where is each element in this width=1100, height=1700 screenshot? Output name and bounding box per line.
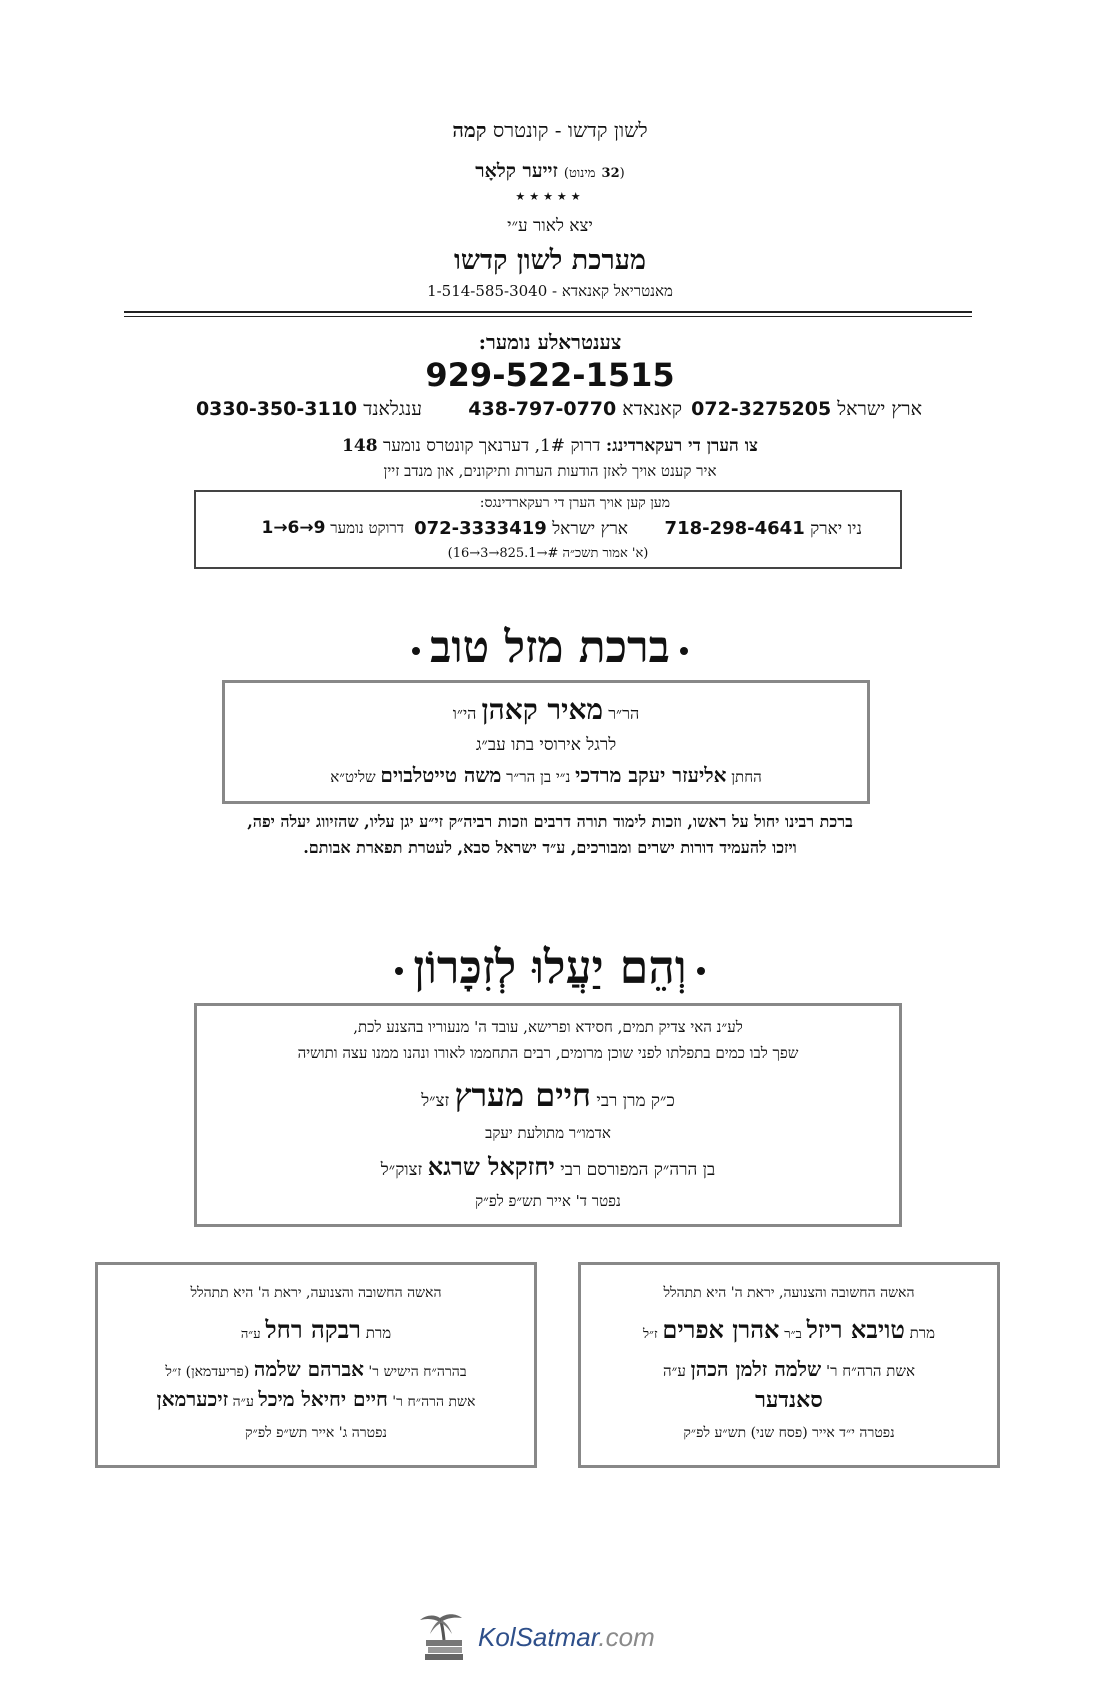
mazal-tov-box bbox=[222, 680, 870, 804]
bullet-icon bbox=[680, 647, 688, 655]
il-number[interactable]: ארץ ישראל 072-3333419 bbox=[414, 518, 628, 539]
right-line1: האשה החשובה והצנועה, יראת ה' היא תתהלל bbox=[663, 1285, 915, 1301]
mazal-line1: הר״ר מאיר קאהן הי״ו bbox=[452, 693, 640, 726]
left-name: מרת רבקה רחל ע״ה bbox=[240, 1315, 392, 1344]
central-number[interactable]: 929-522-1515 bbox=[425, 356, 675, 394]
series-prefix: לשון קדשו - קונטרס bbox=[492, 118, 648, 142]
mazal-line3: החתן אליעזר יעקב מרדכי נ״י בן הר״ר משה טייטלבוים שליט״א bbox=[330, 763, 762, 787]
blessing-line2: ויזכו להעמיד דורות ישרים ומבורכים, ע״ד ישראל סבא, לעטרת תפארת אבותם. bbox=[303, 838, 797, 857]
country-israel[interactable]: ארץ ישראל 072-3275205 bbox=[691, 398, 922, 420]
right-wife: אשת הרה״ח ר' שלמה זלמן הכהן ע״ה bbox=[663, 1357, 915, 1381]
stars-divider: ★★★★★ bbox=[515, 190, 585, 203]
memorial-left-box bbox=[95, 1262, 537, 1468]
left-daughter: בהרה״ח הישיש ר' אברהם שלמה (פריעדמאן) ז״ל bbox=[165, 1357, 467, 1381]
ny-number[interactable]: ניו יארק 718-298-4641 bbox=[664, 518, 862, 539]
mazal-line2: לרגל אירוסי בתו עב״ג bbox=[475, 735, 617, 755]
published-by: יצא לאור ע״י bbox=[507, 216, 593, 236]
press-sequence: דרוקט נומער 1→6→9 bbox=[261, 518, 404, 538]
recordings-box bbox=[194, 490, 902, 569]
left-line1: האשה החשובה והצנועה, יראת ה' היא תתהלל bbox=[190, 1285, 442, 1301]
duration-minutes: 32 bbox=[601, 166, 620, 181]
memorial-main-name: כ״ק מרן רבי חיים מערץ זצ״ל bbox=[421, 1076, 675, 1114]
memorial-title: וְהֵם יַעֲלוּ לְזִכָּרוֹן bbox=[0, 940, 1100, 994]
recordings-note: (א' אמור תשכ״ה #→825.1→3→16) bbox=[447, 546, 649, 561]
comments-line: איר קענט אויך לאזן הודעות הערות ותיקונים, און מנדב זיין bbox=[383, 462, 717, 480]
kolsatmar-logo[interactable] bbox=[416, 1610, 696, 1666]
bullet-icon bbox=[395, 967, 403, 975]
header-rule-top bbox=[124, 311, 972, 313]
memorial-main-line1: לע״נ האי צדיק תמים, חסידא ופרישא, עובד ה' מנעוריו בהצנע לכת, bbox=[353, 1018, 743, 1036]
series-name: קמה bbox=[452, 118, 487, 142]
right-date: נפטרה י״ד אייר (פסח שני) תש״ע לפ״ק bbox=[683, 1425, 895, 1441]
memorial-main-box bbox=[194, 1003, 902, 1227]
right-surname: סאנדער bbox=[755, 1387, 823, 1413]
memorial-right-box bbox=[578, 1262, 1000, 1468]
country-canada[interactable]: קאנאדא 438-797-0770 bbox=[468, 398, 682, 420]
memorial-main-line2: שפך לבו כמים בתפלתו לפני שוכן מרומים, רבים התחממו לאורו ונהנו ממנו עצה ותושיה bbox=[297, 1044, 799, 1062]
country-numbers bbox=[0, 398, 1100, 428]
bullet-icon bbox=[412, 647, 420, 655]
org-name: מערכת לשון קדשו bbox=[453, 245, 646, 276]
memorial-main-date: נפטר ד' אייר תש״פ לפ״ק bbox=[475, 1192, 621, 1210]
author-line: (32 מינוט) זייער קלאָר bbox=[475, 160, 625, 182]
central-label: צענטראלע נומער: bbox=[478, 330, 622, 354]
left-date: נפטרה ג' אייר תש״פ לפ״ק bbox=[245, 1425, 387, 1441]
memorial-main-title: אדמו״ר מתולעת יעקב bbox=[485, 1124, 611, 1142]
org-phone: 1-514-585-3040 bbox=[427, 282, 548, 300]
memorial-main-father: בן הרה״ק המפורסם רבי יחזקאל שרגא זצוק״ל bbox=[380, 1152, 716, 1181]
left-wife: אשת הרה״ח ר' חיים יחיאל מיכל ע״ה זיכערמאן bbox=[156, 1387, 476, 1411]
bullet-icon bbox=[697, 967, 705, 975]
logo-text: KolSatmar.com bbox=[478, 1622, 655, 1652]
header-rule-bottom bbox=[124, 316, 972, 317]
series-line bbox=[0, 118, 1100, 143]
country-england[interactable]: ענגלאנד 0330-350-3110 bbox=[195, 398, 422, 420]
palm-tree-books-icon bbox=[416, 1610, 472, 1666]
blessing-line1: ברכת רבינו יחול על ראשו, וזכות לימוד תורה דרבים וזכות רביה״ק זי״ע יגן עליו, שהזיווג יעלה יפה, bbox=[247, 812, 853, 831]
org-contact: מאנטריאל קאנאדא - 1-514-585-3040 bbox=[427, 282, 673, 300]
listen-instructions: צו הערן די רעקארדינג: דרוק 1#, דערנאך קונטרס נומער 148 bbox=[342, 436, 758, 456]
recordings-title: מען קען אויך הערן די רעקארדינגס: bbox=[479, 495, 670, 511]
author: זייער קלאָר bbox=[475, 160, 558, 182]
kuntres-number: 148 bbox=[342, 436, 378, 456]
mazal-tov-title: ברכת מזל טוב bbox=[0, 622, 1100, 673]
right-name: מרת טויבא ריזל ב״ר אהרן אפרים ז״ל bbox=[642, 1315, 936, 1344]
